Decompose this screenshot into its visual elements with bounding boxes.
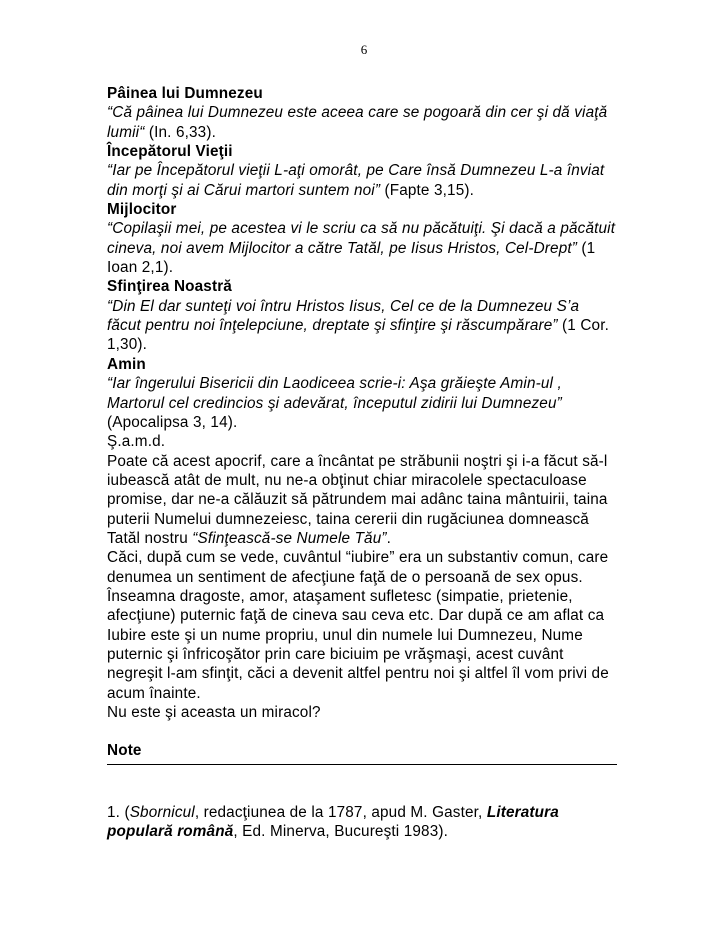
section-title: Sfinţirea Noastră xyxy=(107,278,232,296)
main-paragraph xyxy=(107,452,617,549)
section-title: Mijlocitor xyxy=(107,201,177,219)
second-paragraph: Căci, după cum se vede, cuvântul “iubire” era un substantiv comun, care denumea un sentiment de afecţiune faţă de o persoană de sex opus. Înseamna dragoste, amor, ataşament sufletesc (simpatie, prietenie, afecţiune) puternic faţă de cineva sau ceva etc. Dar după ce am aflat ca Iubire este şi un nume propriu, unul din numele lui Dumnezeu, Nume puternic şi înfricoşător prin care biciuim pe vrăşmaşi, acest cuvânt negreşit l-am sfinţit, căci a devenit altfel pentru noi şi altfel îl vom privi de acum înainte. xyxy=(107,549,609,702)
main-paragraph-text: Poate că acest apocrif, care a încântat pe străbunii noştri şi i-a făcut să-l iubească atât de mult, nu ne-a obţinut chiar miracolele spectaculoase promise, dar ne-a călăuzit să pătrundem mai adânc taina mântuirii, taina puterii Numelui dumnezeiesc, taina cererii din rugăciunea domnească Tatăl nostru xyxy=(107,452,608,547)
page-number: 6 xyxy=(360,42,368,57)
spacer xyxy=(107,765,617,803)
scripture-quote: “Iar îngerului Bisericii din Laodiceea scrie-i: Aşa grăieşte Amin-ul , Martorul cel credincios şi adevărat, începutul zidirii lui Dumnezeu” xyxy=(107,375,562,412)
scripture-reference: (1 Cor. 1,30). xyxy=(107,317,609,354)
footnote xyxy=(107,803,617,842)
scripture-quote: “Iar pe Începătorul vieţii L-aţi omorât, pe Care însă Dumnezeu L-a înviat din morţi şi ai Cărui martori suntem noi” xyxy=(107,162,605,199)
footnote-book-title: Literatura populară română xyxy=(107,803,559,841)
scripture-quote: “Din El dar sunteţi voi întru Hristos Iisus, Cel ce de la Dumnezeu S’a făcut pentru noi înţelepciune, dreptate şi sfinţire şi răscumpărare” xyxy=(107,297,580,335)
footnote-number: 1. ( xyxy=(107,803,130,821)
section-paragraph xyxy=(107,103,617,142)
main-paragraph-end: . xyxy=(386,529,392,547)
scripture-quote: “Că pâinea lui Dumnezeu este aceea care se pogoară din cer şi dă viaţă lumii“ xyxy=(107,104,608,141)
footnote-end: , Ed. Minerva, Bucureşti 1983). xyxy=(233,823,449,841)
scripture-reference: (1 Ioan 2,1). xyxy=(107,239,596,277)
section-paragraph xyxy=(107,297,617,355)
spacer xyxy=(107,722,617,741)
document-body xyxy=(107,84,617,841)
samd-line: Ş.a.m.d. xyxy=(107,433,166,451)
footnote-source: Sbornicul xyxy=(129,803,195,821)
section-title: Amin xyxy=(107,355,146,373)
scripture-reference: (In. 6,33). xyxy=(144,123,216,141)
footnote-mid: , redacţiunea de la 1787, apud M. Gaster, xyxy=(194,803,487,821)
scripture-quote: “Copilaşii mei, pe acestea vi le scriu ca să nu păcătuiţi. Şi dacă a păcătuit cineva, noi avem Mijlocitor a către Tatăl, pe Iisus Hristos, Cel-Drept” xyxy=(107,220,616,257)
section-paragraph xyxy=(107,161,617,200)
closing-question: Nu este şi aceasta un miracol? xyxy=(107,704,321,721)
prayer-quote: “Sfinţească-se Numele Tău” xyxy=(192,529,387,547)
scripture-reference: (Apocalipsa 3, 14). xyxy=(107,413,238,431)
section-title: Începătorul Vieţii xyxy=(107,143,233,161)
section-title: Pâinea lui Dumnezeu xyxy=(107,85,263,102)
section-paragraph xyxy=(107,374,617,432)
section-paragraph xyxy=(107,219,617,277)
notes-heading: Note xyxy=(107,742,142,760)
scripture-reference: (Fapte 3,15). xyxy=(380,181,475,199)
